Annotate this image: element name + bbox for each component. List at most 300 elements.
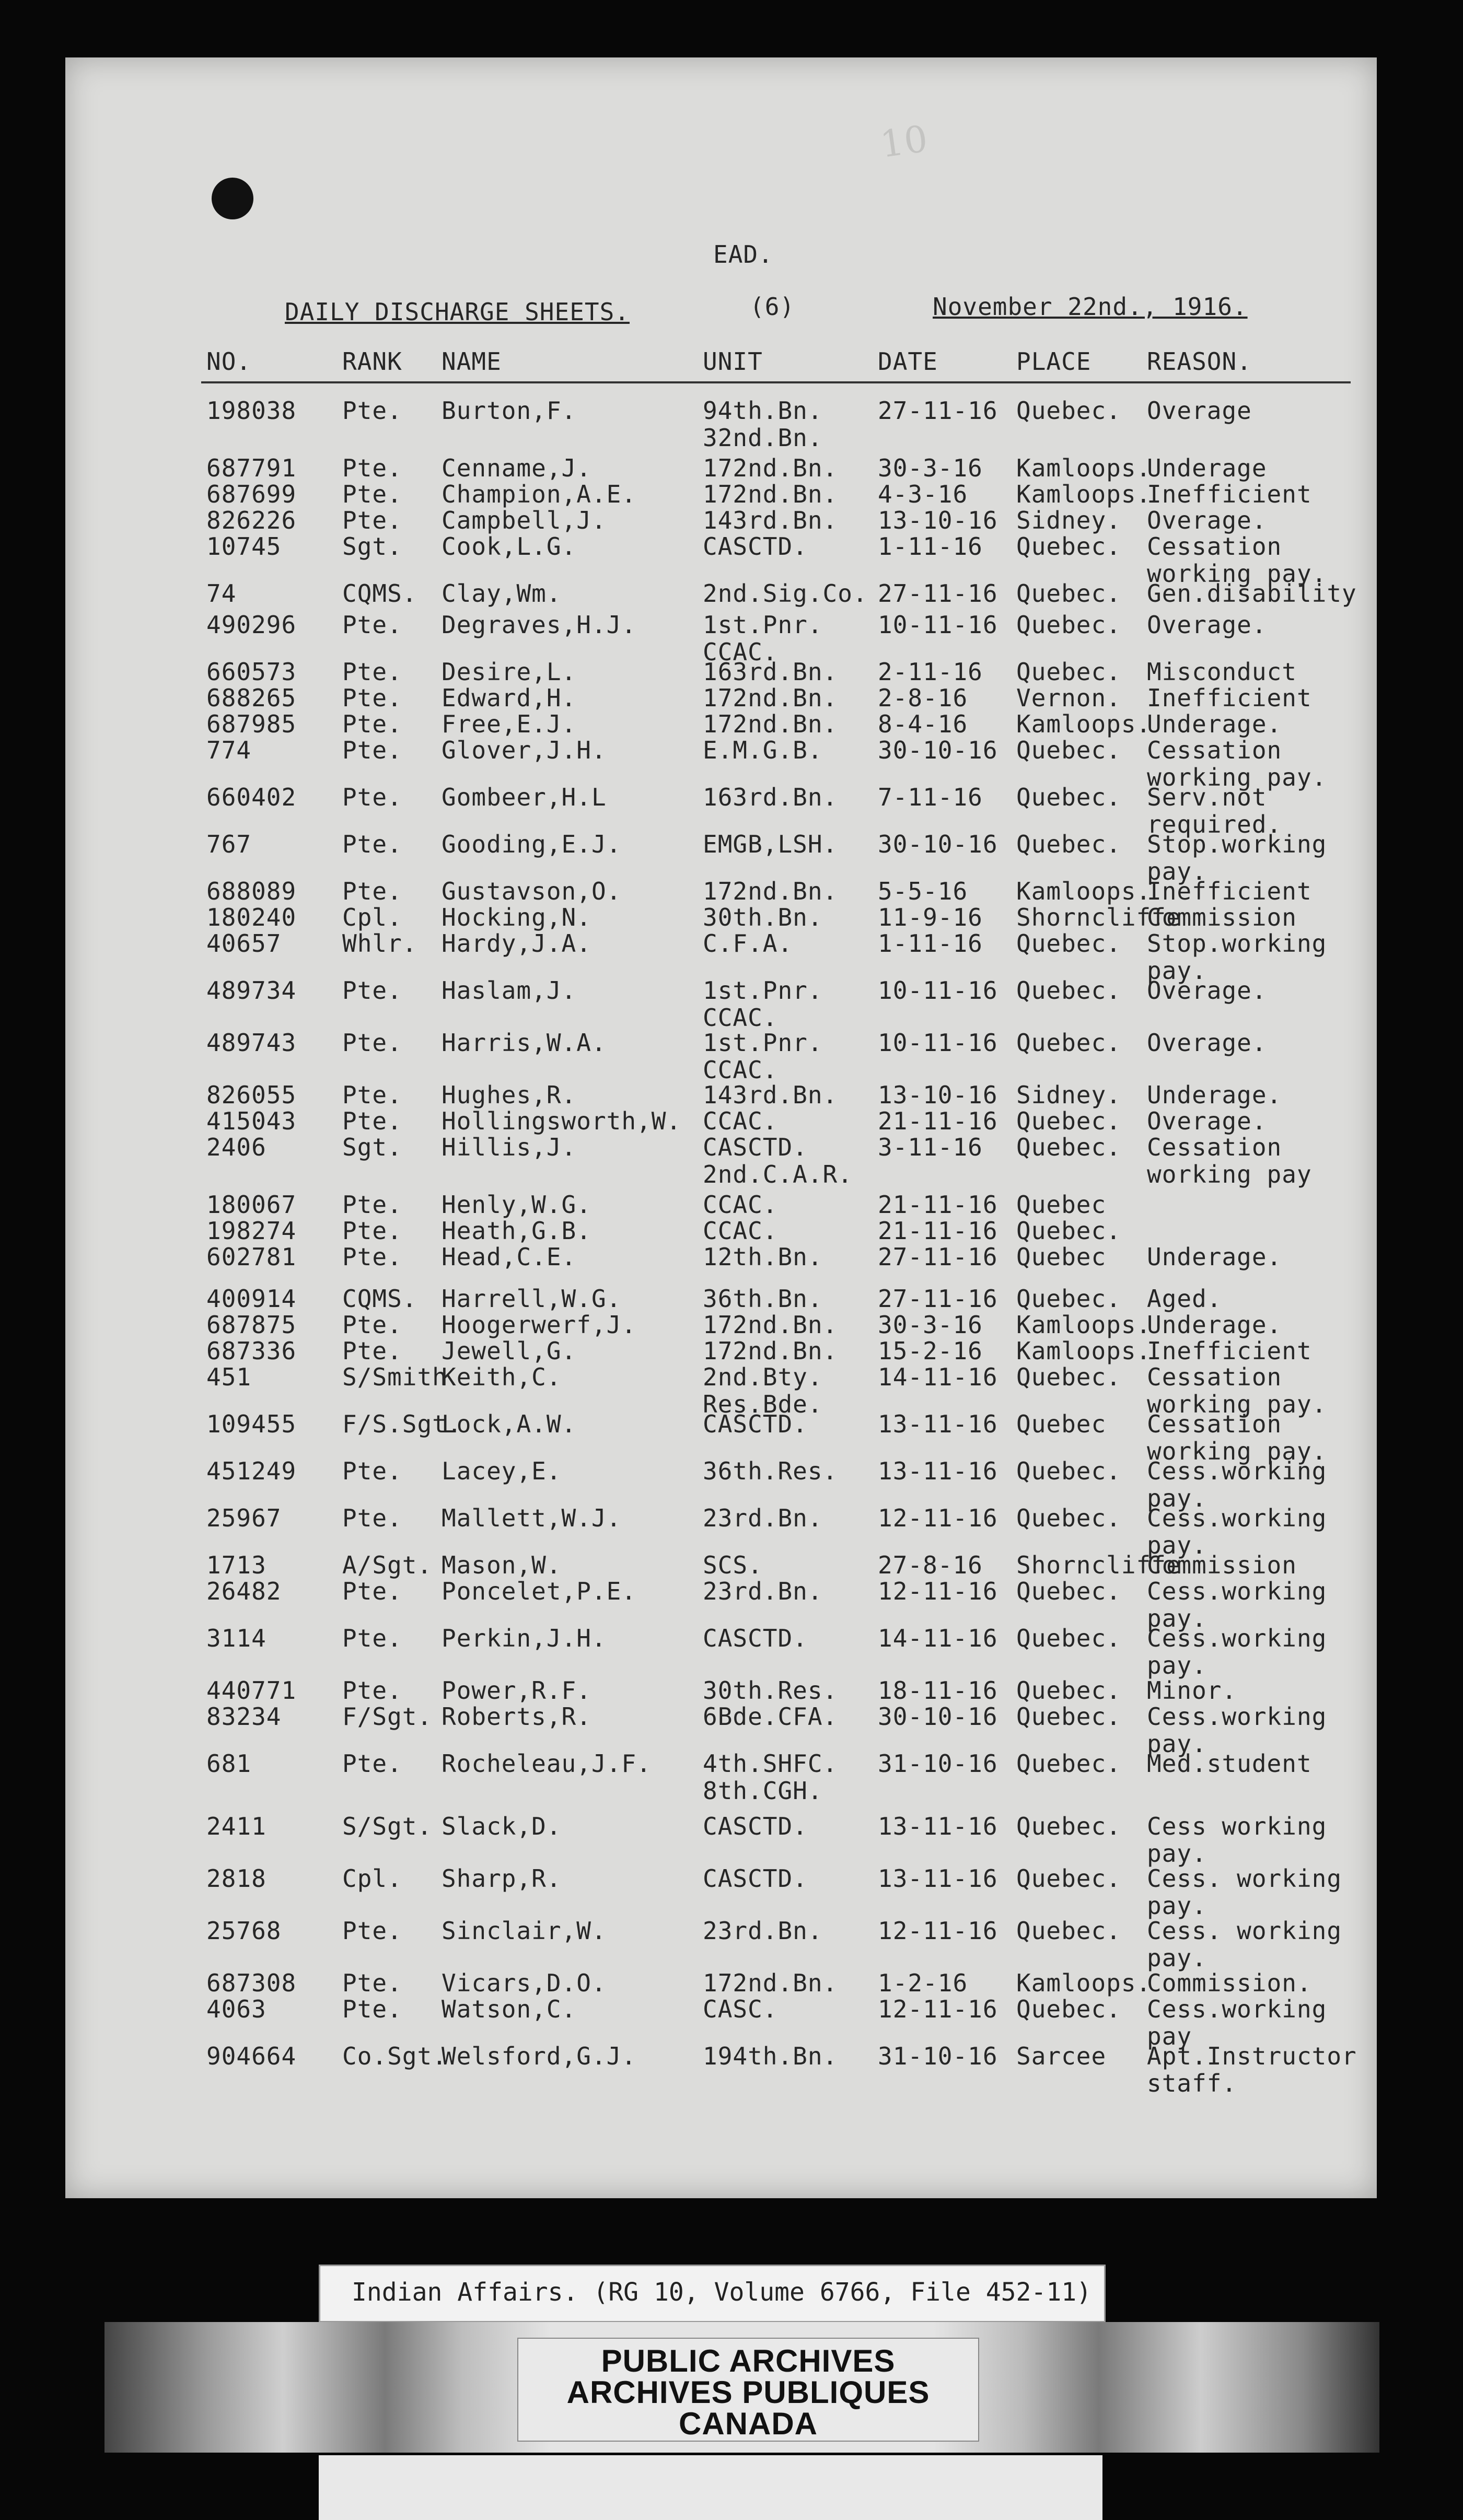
cell-unit: CCAC.	[703, 1191, 778, 1219]
cell-rank: Pte.	[342, 611, 402, 639]
cell-reason: Inefficient	[1147, 684, 1312, 712]
cell-unit: 4th.SHFC. 8th.CGH.	[703, 1749, 838, 1805]
cell-name: Lock,A.W.	[442, 1410, 577, 1438]
cell-reason: Commission	[1147, 903, 1297, 931]
cell-unit: CASCTD.	[703, 1864, 808, 1893]
cell-date: 21-11-16	[878, 1217, 998, 1245]
cell-no: 400914	[206, 1285, 297, 1313]
cell-place: Quebec.	[1016, 1363, 1121, 1391]
cell-no: 198274	[206, 1217, 297, 1245]
cell-rank: Pte.	[342, 736, 402, 764]
cell-reason: Commission	[1147, 1551, 1297, 1579]
cell-date: 10-11-16	[878, 976, 998, 1005]
cell-name: Henly,W.G.	[442, 1191, 591, 1219]
cell-rank: Cpl.	[342, 1864, 402, 1893]
cell-unit: 36th.Res.	[703, 1457, 838, 1485]
cell-name: Watson,C.	[442, 1995, 577, 2023]
cell-unit: 36th.Bn.	[703, 1285, 823, 1313]
cell-no: 198038	[206, 396, 297, 425]
cell-rank: Pte.	[342, 877, 402, 905]
file-code: EAD.	[713, 240, 773, 269]
cell-rank: Pte.	[342, 1995, 402, 2023]
table-row	[65, 2043, 1377, 2137]
cell-no: 451	[206, 1363, 252, 1391]
cell-place: Quebec.	[1016, 783, 1121, 811]
cell-date: 10-11-16	[878, 1029, 998, 1057]
cell-place: Quebec.	[1016, 1624, 1121, 1652]
cell-reason: Misconduct	[1147, 658, 1297, 686]
cell-name: Vicars,D.O.	[442, 1969, 607, 1997]
cell-rank: Pte.	[342, 396, 402, 425]
cell-reason: Minor.	[1147, 1676, 1237, 1705]
cell-name: Power,R.F.	[442, 1676, 591, 1705]
cell-rank: Pte.	[342, 1504, 402, 1532]
header-unit: UNIT	[703, 347, 763, 376]
cell-place: Quebec	[1016, 1410, 1107, 1438]
cell-unit: 172nd.Bn.	[703, 684, 838, 712]
cell-place: Quebec.	[1016, 976, 1121, 1005]
cell-name: Rocheleau,J.F.	[442, 1749, 652, 1778]
cell-date: 14-11-16	[878, 1363, 998, 1391]
cell-name: Sinclair,W.	[442, 1917, 607, 1945]
cell-unit: 1st.Pnr. CCAC.	[703, 976, 823, 1032]
cell-reason: Cess.working pay.	[1147, 1504, 1327, 1559]
cell-unit: 6Bde.CFA.	[703, 1702, 838, 1731]
cell-date: 2-11-16	[878, 658, 983, 686]
cell-rank: Pte.	[342, 684, 402, 712]
cell-name: Harrell,W.G.	[442, 1285, 622, 1313]
cell-rank: Whlr.	[342, 929, 417, 958]
cell-reason: Overage.	[1147, 976, 1267, 1005]
cell-name: Free,E.J.	[442, 710, 577, 738]
cell-name: Gooding,E.J.	[442, 830, 622, 858]
cell-no: 180240	[206, 903, 297, 931]
cell-place: Quebec.	[1016, 1749, 1121, 1778]
cell-no: 687875	[206, 1311, 297, 1339]
cell-no: 660573	[206, 658, 297, 686]
cell-date: 13-10-16	[878, 1081, 998, 1109]
cell-no: 2411	[206, 1812, 266, 1840]
cell-name: Hardy,J.A.	[442, 929, 591, 958]
cell-date: 27-11-16	[878, 396, 998, 425]
cell-date: 30-10-16	[878, 830, 998, 858]
cell-date: 13-11-16	[878, 1410, 998, 1438]
cell-rank: Pte.	[342, 506, 402, 534]
cell-unit: 12th.Bn.	[703, 1243, 823, 1271]
cell-place: Kamloops.	[1016, 1337, 1152, 1365]
cell-unit: C.F.A.	[703, 929, 793, 958]
cell-name: Edward,H.	[442, 684, 577, 712]
cell-rank: Co.Sgt.	[342, 2042, 447, 2070]
cell-name: Hocking,N.	[442, 903, 591, 931]
header-rule	[201, 381, 1351, 383]
cell-name: Poncelet,P.E.	[442, 1577, 637, 1605]
sheet-date: November 22nd., 1916.	[933, 293, 1248, 321]
cell-unit: 23rd.Bn.	[703, 1917, 823, 1945]
cell-reason: Overage.	[1147, 1107, 1267, 1135]
cell-place: Kamloops.	[1016, 1969, 1152, 1997]
cell-place: Shorncliffe	[1016, 1551, 1181, 1579]
cell-date: 14-11-16	[878, 1624, 998, 1652]
cell-date: 4-3-16	[878, 480, 968, 508]
cell-place: Quebec.	[1016, 396, 1121, 425]
cell-reason: Inefficient	[1147, 480, 1312, 508]
cell-reason: Underage.	[1147, 1311, 1282, 1339]
cell-reason: Cessation working pay	[1147, 1133, 1312, 1188]
cell-date: 12-11-16	[878, 1577, 998, 1605]
cell-unit: 30th.Res.	[703, 1676, 838, 1705]
cell-place: Shorncliffe	[1016, 903, 1181, 931]
cell-name: Slack,D.	[442, 1812, 562, 1840]
cell-place: Quebec.	[1016, 736, 1121, 764]
cell-date: 15-2-16	[878, 1337, 983, 1365]
cell-reason: Cessation working pay.	[1147, 1363, 1327, 1418]
cell-unit: 172nd.Bn.	[703, 1311, 838, 1339]
cell-no: 109455	[206, 1410, 297, 1438]
cell-place: Sidney.	[1016, 506, 1121, 534]
cell-rank: Pte.	[342, 1107, 402, 1135]
cell-unit: CCAC.	[703, 1217, 778, 1245]
cell-no: 688265	[206, 684, 297, 712]
cell-date: 2-8-16	[878, 684, 968, 712]
cell-rank: Sgt.	[342, 1133, 402, 1161]
cell-rank: Pte.	[342, 1624, 402, 1652]
cell-unit: 23rd.Bn.	[703, 1504, 823, 1532]
cell-no: 767	[206, 830, 252, 858]
cell-date: 30-3-16	[878, 1311, 983, 1339]
cell-date: 31-10-16	[878, 2042, 998, 2070]
cell-date: 11-9-16	[878, 903, 983, 931]
cell-name: Champion,A.E.	[442, 480, 637, 508]
cell-unit: 2nd.Sig.Co.	[703, 579, 868, 608]
stamp-line-1: PUBLIC ARCHIVES	[601, 2343, 896, 2378]
cell-name: Gombeer,H.L	[442, 783, 607, 811]
header-reason: REASON.	[1147, 347, 1252, 376]
cell-reason: Med.student	[1147, 1749, 1312, 1778]
pencil-note: 10	[877, 117, 931, 166]
cell-place: Quebec.	[1016, 1029, 1121, 1057]
cell-rank: Pte.	[342, 1191, 402, 1219]
cell-rank: Pte.	[342, 454, 402, 482]
cell-name: Harris,W.A.	[442, 1029, 607, 1057]
cell-unit: 172nd.Bn.	[703, 1337, 838, 1365]
cell-reason: Inefficient	[1147, 877, 1312, 905]
cell-no: 25768	[206, 1917, 282, 1945]
cell-reason: Underage	[1147, 454, 1267, 482]
cell-unit: 143rd.Bn.	[703, 1081, 838, 1109]
cell-date: 1-2-16	[878, 1969, 968, 1997]
cell-no: 25967	[206, 1504, 282, 1532]
reference-text: Indian Affairs. (RG 10, Volume 6766, File 452-11)	[352, 2278, 1092, 2307]
cell-place: Kamloops.	[1016, 710, 1152, 738]
cell-unit: 23rd.Bn.	[703, 1577, 823, 1605]
cell-name: Mason,W.	[442, 1551, 562, 1579]
cell-rank: Pte.	[342, 1081, 402, 1109]
cell-unit: 172nd.Bn.	[703, 480, 838, 508]
cell-unit: 1st.Pnr. CCAC.	[703, 1029, 823, 1084]
cell-reason: Cessation working pay.	[1147, 1410, 1327, 1465]
cell-rank: Pte.	[342, 710, 402, 738]
cell-reason: Cess.working pay.	[1147, 1702, 1327, 1758]
header-place: PLACE	[1016, 347, 1092, 376]
cell-place: Quebec.	[1016, 1217, 1121, 1245]
cell-rank: Pte.	[342, 1676, 402, 1705]
cell-no: 602781	[206, 1243, 297, 1271]
cell-reason: Serv.not required.	[1147, 783, 1282, 838]
cell-reason: Stop.working pay.	[1147, 830, 1327, 885]
lower-paper	[319, 2455, 1102, 2520]
cell-name: Jewell,G.	[442, 1337, 577, 1365]
stamp-line-2: ARCHIVES PUBLIQUES	[566, 2375, 930, 2410]
cell-name: Campbell,J.	[442, 506, 607, 534]
cell-no: 774	[206, 736, 252, 764]
cell-no: 687699	[206, 480, 297, 508]
cell-reason: Underage.	[1147, 710, 1282, 738]
cell-unit: EMGB,LSH.	[703, 830, 838, 858]
cell-name: Desire,L.	[442, 658, 577, 686]
cell-no: 826226	[206, 506, 297, 534]
cell-reason: Aged.	[1147, 1285, 1222, 1313]
cell-rank: F/S.Sgt.	[342, 1410, 462, 1438]
cell-rank: Cpl.	[342, 903, 402, 931]
cell-rank: Pte.	[342, 1457, 402, 1485]
cell-reason: Overage	[1147, 396, 1252, 425]
cell-place: Kamloops.	[1016, 877, 1152, 905]
cell-reason: Cess. working pay.	[1147, 1864, 1342, 1920]
cell-unit: CASCTD. 2nd.C.A.R.	[703, 1133, 853, 1188]
cell-rank: S/Sgt.	[342, 1812, 433, 1840]
cell-name: Perkin,J.H.	[442, 1624, 607, 1652]
cell-name: Degraves,H.J.	[442, 611, 637, 639]
archive-stamp-strip	[104, 2322, 1379, 2453]
cell-name: Mallett,W.J.	[442, 1504, 622, 1532]
cell-no: 26482	[206, 1577, 282, 1605]
cell-unit: CASC.	[703, 1995, 778, 2023]
cell-rank: Pte.	[342, 783, 402, 811]
cell-no: 2406	[206, 1133, 266, 1161]
cell-date: 21-11-16	[878, 1191, 998, 1219]
cell-place: Quebec.	[1016, 1504, 1121, 1532]
cell-unit: 194th.Bn.	[703, 2042, 838, 2070]
cell-reason: Apt.Instructor staff.	[1147, 2042, 1357, 2097]
cell-name: Lacey,E.	[442, 1457, 562, 1485]
cell-place: Quebec.	[1016, 1107, 1121, 1135]
cell-rank: Pte.	[342, 1917, 402, 1945]
cell-rank: CQMS.	[342, 579, 417, 608]
cell-no: 10745	[206, 532, 282, 561]
cell-no: 490296	[206, 611, 297, 639]
cell-rank: Pte.	[342, 976, 402, 1005]
cell-reason: Cess.working pay.	[1147, 1577, 1327, 1632]
cell-no: 489743	[206, 1029, 297, 1057]
table-header	[65, 347, 1377, 379]
cell-rank: Pte.	[342, 1029, 402, 1057]
header-no: NO.	[206, 347, 252, 376]
cell-rank: Pte.	[342, 830, 402, 858]
cell-reason: Cessation working pay.	[1147, 532, 1327, 588]
cell-date: 8-4-16	[878, 710, 968, 738]
archive-stamp	[517, 2338, 979, 2442]
cell-date: 21-11-16	[878, 1107, 998, 1135]
cell-no: 2818	[206, 1864, 266, 1893]
cell-no: 4063	[206, 1995, 266, 2023]
header-rank: RANK	[342, 347, 402, 376]
cell-date: 31-10-16	[878, 1749, 998, 1778]
cell-reason: Cess.working pay	[1147, 1995, 1327, 2050]
cell-unit: CASCTD.	[703, 1410, 808, 1438]
cell-date: 12-11-16	[878, 1995, 998, 2023]
cell-rank: Pte.	[342, 1337, 402, 1365]
cell-place: Quebec.	[1016, 830, 1121, 858]
cell-place: Quebec	[1016, 1191, 1107, 1219]
header-name: NAME	[442, 347, 502, 376]
cell-no: 826055	[206, 1081, 297, 1109]
cell-name: Keith,C.	[442, 1363, 562, 1391]
cell-no: 40657	[206, 929, 282, 958]
cell-date: 7-11-16	[878, 783, 983, 811]
cell-reason: Inefficient	[1147, 1337, 1312, 1365]
cell-rank: Pte.	[342, 658, 402, 686]
cell-place: Quebec.	[1016, 1864, 1121, 1893]
cell-place: Kamloops.	[1016, 454, 1152, 482]
cell-place: Quebec	[1016, 1243, 1107, 1271]
sheet-number: (6)	[750, 293, 795, 321]
cell-date: 13-11-16	[878, 1812, 998, 1840]
sheet-title: DAILY DISCHARGE SHEETS.	[285, 298, 630, 326]
cell-date: 13-10-16	[878, 506, 998, 534]
cell-reason: Overage.	[1147, 506, 1267, 534]
cell-place: Kamloops.	[1016, 1311, 1152, 1339]
cell-date: 3-11-16	[878, 1133, 983, 1161]
cell-date: 13-11-16	[878, 1457, 998, 1485]
cell-no: 180067	[206, 1191, 297, 1219]
cell-unit: 163rd.Bn.	[703, 783, 838, 811]
cell-name: Roberts,R.	[442, 1702, 591, 1731]
cell-reason: Cessation working pay.	[1147, 736, 1327, 791]
cell-date: 1-11-16	[878, 929, 983, 958]
cell-unit: 172nd.Bn.	[703, 710, 838, 738]
document-sheet	[65, 57, 1377, 2198]
cell-unit: 94th.Bn. 32nd.Bn.	[703, 396, 823, 452]
cell-date: 27-11-16	[878, 1243, 998, 1271]
cell-rank: F/Sgt.	[342, 1702, 433, 1731]
cell-name: Head,C.E.	[442, 1243, 577, 1271]
cell-place: Quebec.	[1016, 579, 1121, 608]
cell-unit: 1st.Pnr. CCAC.	[703, 611, 823, 666]
cell-unit: CASCTD.	[703, 1624, 808, 1652]
cell-place: Quebec.	[1016, 929, 1121, 958]
cell-no: 688089	[206, 877, 297, 905]
cell-place: Quebec.	[1016, 1285, 1121, 1313]
cell-name: Hoogerwerf,J.	[442, 1311, 637, 1339]
header-date: DATE	[878, 347, 938, 376]
cell-unit: 172nd.Bn.	[703, 1969, 838, 1997]
cell-rank: Pte.	[342, 1243, 402, 1271]
cell-rank: Pte.	[342, 1577, 402, 1605]
cell-place: Quebec.	[1016, 1917, 1121, 1945]
cell-reason: Cess. working pay.	[1147, 1917, 1342, 1972]
cell-place: Quebec.	[1016, 658, 1121, 686]
cell-name: Cenname,J.	[442, 454, 591, 482]
cell-rank: S/Smith	[342, 1363, 447, 1391]
cell-no: 904664	[206, 2042, 297, 2070]
cell-name: Hollingsworth,W.	[442, 1107, 682, 1135]
cell-name: Burton,F.	[442, 396, 577, 425]
cell-date: 12-11-16	[878, 1504, 998, 1532]
cell-rank: Pte.	[342, 1217, 402, 1245]
cell-unit: E.M.G.B.	[703, 736, 823, 764]
cell-name: Cook,L.G.	[442, 532, 577, 561]
cell-no: 489734	[206, 976, 297, 1005]
cell-place: Quebec.	[1016, 532, 1121, 561]
cell-reason: Gen.disability	[1147, 579, 1357, 608]
cell-place: Quebec.	[1016, 1133, 1121, 1161]
cell-date: 27-11-16	[878, 1285, 998, 1313]
cell-rank: Pte.	[342, 480, 402, 508]
cell-no: 681	[206, 1749, 252, 1778]
stamp-line-3: CANADA	[679, 2406, 818, 2441]
cell-name: Sharp,R.	[442, 1864, 562, 1893]
cell-unit: 163rd.Bn.	[703, 658, 838, 686]
cell-name: Glover,J.H.	[442, 736, 607, 764]
cell-no: 3114	[206, 1624, 266, 1652]
cell-no: 687985	[206, 710, 297, 738]
cell-place: Sarcee	[1016, 2042, 1107, 2070]
cell-reason: Cess working pay.	[1147, 1812, 1327, 1868]
cell-rank: A/Sgt.	[342, 1551, 433, 1579]
cell-unit: CCAC.	[703, 1107, 778, 1135]
cell-date: 30-10-16	[878, 1702, 998, 1731]
cell-no: 74	[206, 579, 237, 608]
cell-no: 415043	[206, 1107, 297, 1135]
cell-date: 30-10-16	[878, 736, 998, 764]
cell-date: 30-3-16	[878, 454, 983, 482]
cell-reason: Stop.working pay.	[1147, 929, 1327, 985]
cell-name: Welsford,G.J.	[442, 2042, 637, 2070]
cell-reason: Commission.	[1147, 1969, 1312, 1997]
cell-no: 687336	[206, 1337, 297, 1365]
cell-reason: Cess.working pay.	[1147, 1457, 1327, 1512]
cell-name: Heath,G.B.	[442, 1217, 591, 1245]
cell-place: Quebec.	[1016, 611, 1121, 639]
cell-name: Clay,Wm.	[442, 579, 562, 608]
cell-rank: Pte.	[342, 1311, 402, 1339]
cell-reason: Underage.	[1147, 1081, 1282, 1109]
cell-place: Quebec.	[1016, 1812, 1121, 1840]
cell-no: 440771	[206, 1676, 297, 1705]
cell-rank: Pte.	[342, 1749, 402, 1778]
cell-date: 13-11-16	[878, 1864, 998, 1893]
cell-place: Vernon.	[1016, 684, 1121, 712]
cell-date: 27-11-16	[878, 579, 998, 608]
cell-place: Quebec.	[1016, 1702, 1121, 1731]
cell-place: Quebec.	[1016, 1577, 1121, 1605]
cell-place: Kamloops.	[1016, 480, 1152, 508]
cell-date: 12-11-16	[878, 1917, 998, 1945]
cell-name: Haslam,J.	[442, 976, 577, 1005]
cell-date: 5-5-16	[878, 877, 968, 905]
cell-unit: CASCTD.	[703, 532, 808, 561]
cell-rank: CQMS.	[342, 1285, 417, 1313]
reference-label	[319, 2265, 1106, 2323]
cell-unit: 2nd.Bty. Res.Bde.	[703, 1363, 823, 1418]
cell-date: 27-8-16	[878, 1551, 983, 1579]
cell-name: Gustavson,O.	[442, 877, 622, 905]
cell-name: Hughes,R.	[442, 1081, 577, 1109]
cell-date: 1-11-16	[878, 532, 983, 561]
cell-date: 18-11-16	[878, 1676, 998, 1705]
cell-no: 687308	[206, 1969, 297, 1997]
